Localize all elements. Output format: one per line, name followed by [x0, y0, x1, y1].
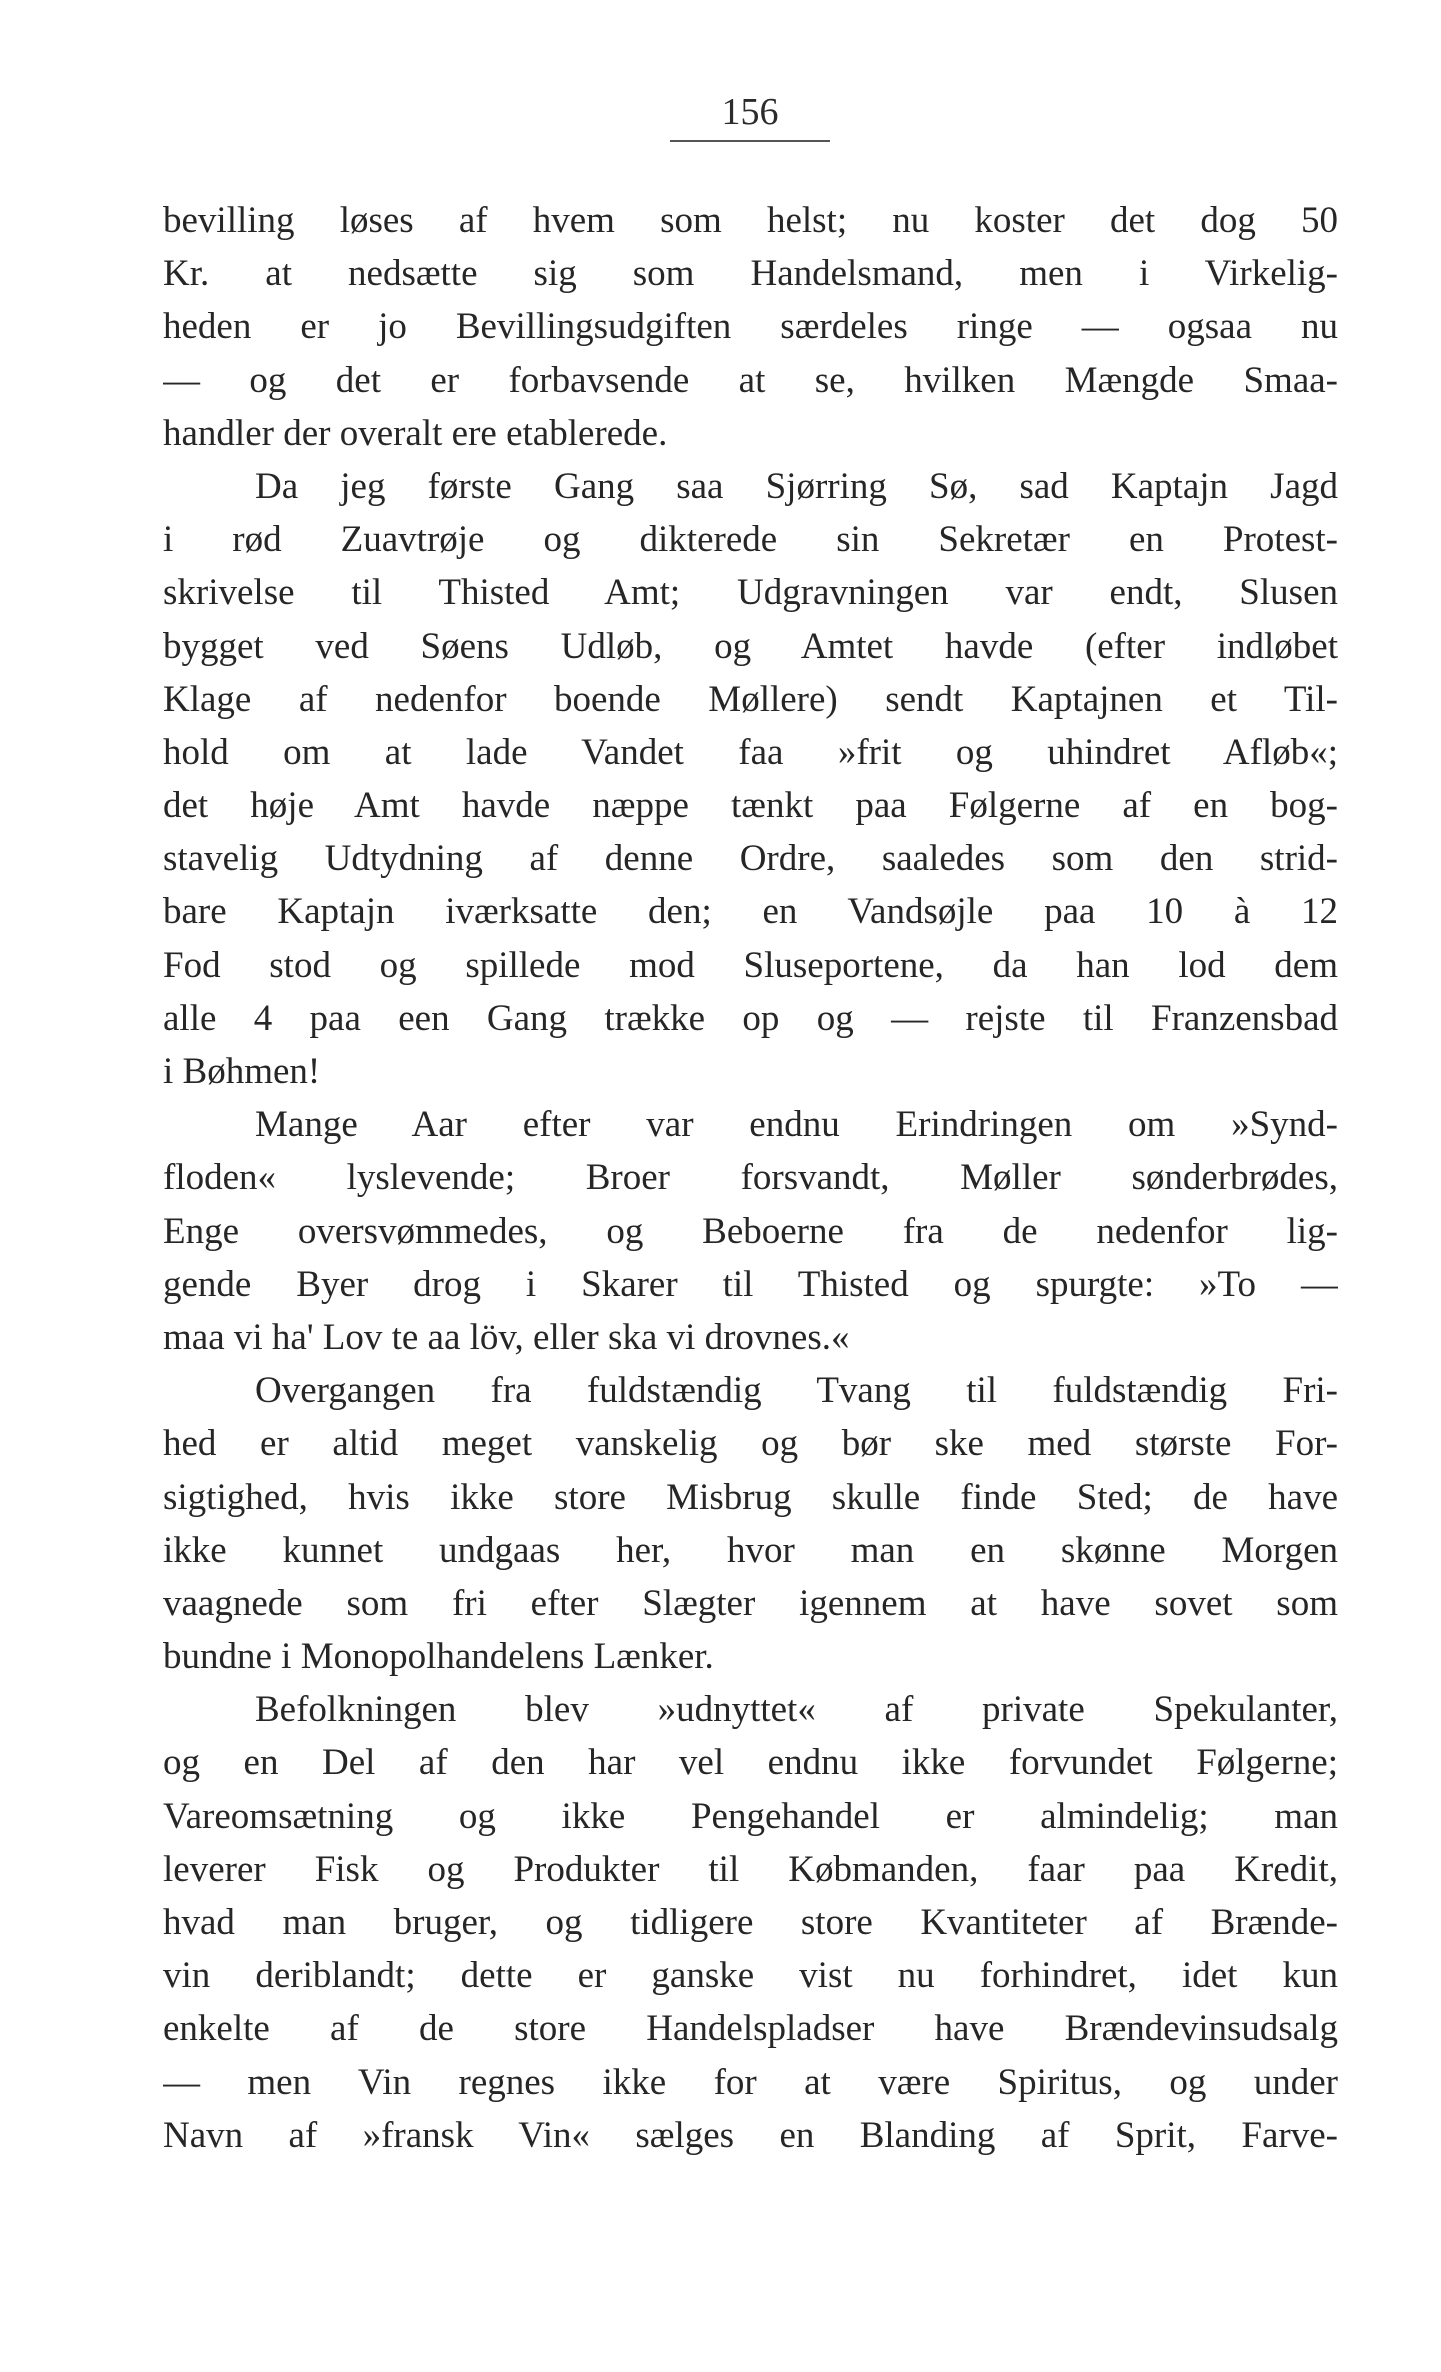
paragraph [163, 1683, 1338, 2162]
text-line: heden er jo Bevillingsudgiften særdeles ringe — ogsaa nu [163, 306, 1338, 348]
text-line: det høje Amt havde næppe tænkt paa Følgerne af en bog- [163, 785, 1338, 827]
text-line: hvad man bruger, og tidligere store Kvantiteter af Brænde- [163, 1902, 1338, 1943]
text-line: hold om at lade Vandet faa »frit og uhindret Afløb«; [163, 731, 1338, 773]
text-line: enkelte af de store Handelspladser have Brændevinsudsalg [163, 2008, 1338, 2050]
text-line: Mange Aar efter var endnu Erindringen om »Synd- [255, 1104, 1338, 1146]
text-line: Befolkningen blev »udnyttet« af private Spekulanter, [255, 1689, 1338, 1731]
text-line: gende Byer drog i Skarer til Thisted og spurgte: »To — [163, 1263, 1338, 1305]
paragraph [163, 194, 1338, 460]
text-line: sigtighed, hvis ikke store Misbrug skulle finde Sted; de have [163, 1476, 1338, 1518]
text-line: Vareomsætning og ikke Pengehandel er almindelig; man [163, 1795, 1338, 1837]
page-number: 156 [721, 91, 779, 133]
paragraph [163, 1098, 1338, 1364]
text-line: Klage af nedenfor boende Møllere) sendt Kaptajnen et Til- [163, 678, 1338, 720]
text-line: Fod stod og spillede mod Sluseportene, da han lod dem [163, 944, 1338, 986]
text-line: hed er altid meget vanskelig og bør ske med største For- [163, 1423, 1338, 1465]
text-line: Overgangen fra fuldstændig Tvang til fuldstændig Fri- [255, 1370, 1338, 1412]
text-line: bygget ved Søens Udløb, og Amtet havde (efter indløbet [163, 625, 1338, 667]
text-line: Da jeg første Gang saa Sjørring Sø, sad Kaptajn Jagd [255, 465, 1338, 507]
text-line: Enge oversvømmedes, og Beboerne fra de nedenfor lig- [163, 1210, 1338, 1252]
text-line: i rød Zuavtrøje og dikterede sin Sekretær en Protest- [163, 519, 1338, 561]
text-line: stavelig Udtydning af denne Ordre, saaledes som den strid- [163, 838, 1338, 880]
text-line: ikke kunnet undgaas her, hvor man en skønne Morgen [163, 1529, 1338, 1571]
text-line: alle 4 paa een Gang trække op og — rejste til Franzensbad [163, 997, 1338, 1039]
text-line: handler der overalt ere etablerede. [163, 412, 668, 454]
text-line: — og det er forbavsende at se, hvilken Mængde Smaa- [163, 359, 1338, 401]
text-line: Navn af »fransk Vin« sælges en Blanding af Sprit, Farve- [163, 2114, 1338, 2156]
text-line: Kr. at nedsætte sig som Handelsmand, men i Virkelig- [163, 253, 1338, 295]
text-line: leverer Fisk og Produkter til Købmanden, faar paa Kredit, [163, 1848, 1338, 1890]
text-line: vaagnede som fri efter Slægter igennem at have sovet som [163, 1582, 1338, 1624]
text-line: floden« lyslevende; Broer forsvandt, Møller sønderbrødes, [163, 1157, 1338, 1199]
text-line: skrivelse til Thisted Amt; Udgravningen var endt, Slusen [163, 572, 1338, 614]
text-line: bevilling løses af hvem som helst; nu koster det dog 50 [163, 200, 1338, 241]
paragraph [163, 1364, 1338, 1683]
text-line: og en Del af den har vel endnu ikke forvundet Følgerne; [163, 1742, 1338, 1784]
header-rule [670, 140, 830, 142]
text-line: bare Kaptajn iværksatte den; en Vandsøjle paa 10 à 12 [163, 891, 1338, 933]
text-line: vin deriblandt; dette er ganske vist nu forhindret, idet kun [163, 1955, 1338, 1997]
text-line: bundne i Monopolhandelens Lænker. [163, 1636, 714, 1678]
text-line: maa vi ha' Lov te aa löv, eller ska vi drovnes.« [163, 1316, 850, 1358]
body-text [163, 194, 1338, 2162]
paragraph [163, 460, 1338, 1098]
text-line: — men Vin regnes ikke for at være Spiritus, og under [163, 2061, 1338, 2103]
text-line: i Bøhmen! [163, 1051, 321, 1092]
